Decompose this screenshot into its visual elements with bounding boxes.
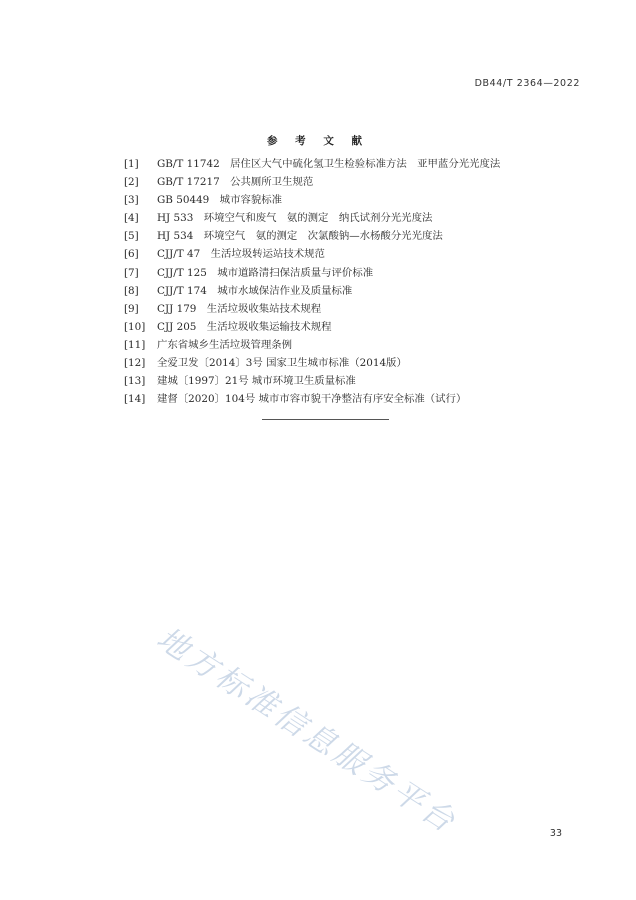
references-list xyxy=(124,155,584,408)
reference-number: [7] xyxy=(124,266,139,279)
reference-text: 建督〔2020〕104号 城市市容市貌干净整洁有序安全标准（试行） xyxy=(157,393,467,406)
reference-item xyxy=(124,155,584,173)
reference-number: [14] xyxy=(124,393,146,406)
reference-text: GB 50449 城市容貌标准 xyxy=(157,194,283,207)
reference-number: [11] xyxy=(124,338,146,351)
reference-number: [13] xyxy=(124,375,146,388)
reference-text: HJ 534 环境空气 氨的测定 次氯酸钠—水杨酸分光光度法 xyxy=(157,230,443,243)
reference-text: CJJ/T 174 城市水域保洁作业及质量标准 xyxy=(157,284,353,297)
reference-text: CJJ 179 生活垃圾收集站技术规程 xyxy=(157,302,322,315)
reference-text: CJJ/T 47 生活垃圾转运站技术规范 xyxy=(157,248,325,261)
standard-code: DB44/T 2364—2022 xyxy=(474,78,580,89)
reference-number: [3] xyxy=(124,194,139,207)
reference-number: [4] xyxy=(124,212,139,225)
reference-item xyxy=(124,227,584,245)
reference-item xyxy=(124,209,584,227)
reference-item xyxy=(124,300,584,318)
reference-item xyxy=(124,191,584,209)
references-title: 参 考 文 献 xyxy=(267,135,369,147)
reference-text: GB/T 17217 公共厕所卫生规范 xyxy=(157,176,314,189)
reference-item xyxy=(124,318,584,336)
reference-text: HJ 533 环境空气和废气 氨的测定 纳氏试剂分光光度法 xyxy=(157,212,433,225)
reference-item xyxy=(124,173,584,191)
watermark: 地方标准信息服务平台 xyxy=(150,620,464,842)
reference-number: [8] xyxy=(124,284,139,297)
reference-number: [10] xyxy=(124,320,146,333)
reference-item xyxy=(124,245,584,263)
reference-text: 建城〔1997〕21号 城市环境卫生质量标准 xyxy=(157,375,356,388)
page-number: 33 xyxy=(549,828,562,839)
reference-text: CJJ/T 125 城市道路清扫保洁质量与评价标准 xyxy=(157,266,374,279)
reference-text: CJJ 205 生活垃圾收集运输技术规程 xyxy=(157,320,332,333)
reference-item xyxy=(124,264,584,282)
reference-text: 广东省城乡生活垃圾管理条例 xyxy=(157,338,293,351)
reference-number: [1] xyxy=(124,158,139,170)
reference-text: GB/T 11742 居住区大气中硫化氢卫生检验标准方法 亚甲蓝分光光度法 xyxy=(157,158,501,170)
end-rule xyxy=(262,419,389,420)
reference-item xyxy=(124,354,584,372)
reference-item xyxy=(124,372,584,390)
reference-number: [2] xyxy=(124,176,139,189)
reference-number: [9] xyxy=(124,302,139,315)
reference-item xyxy=(124,282,584,300)
reference-number: [6] xyxy=(124,248,139,261)
reference-number: [12] xyxy=(124,357,146,370)
reference-text: 全爱卫发〔2014〕3号 国家卫生城市标准（2014版） xyxy=(157,357,407,370)
reference-item xyxy=(124,336,584,354)
reference-item xyxy=(124,390,584,408)
reference-number: [5] xyxy=(124,230,139,243)
